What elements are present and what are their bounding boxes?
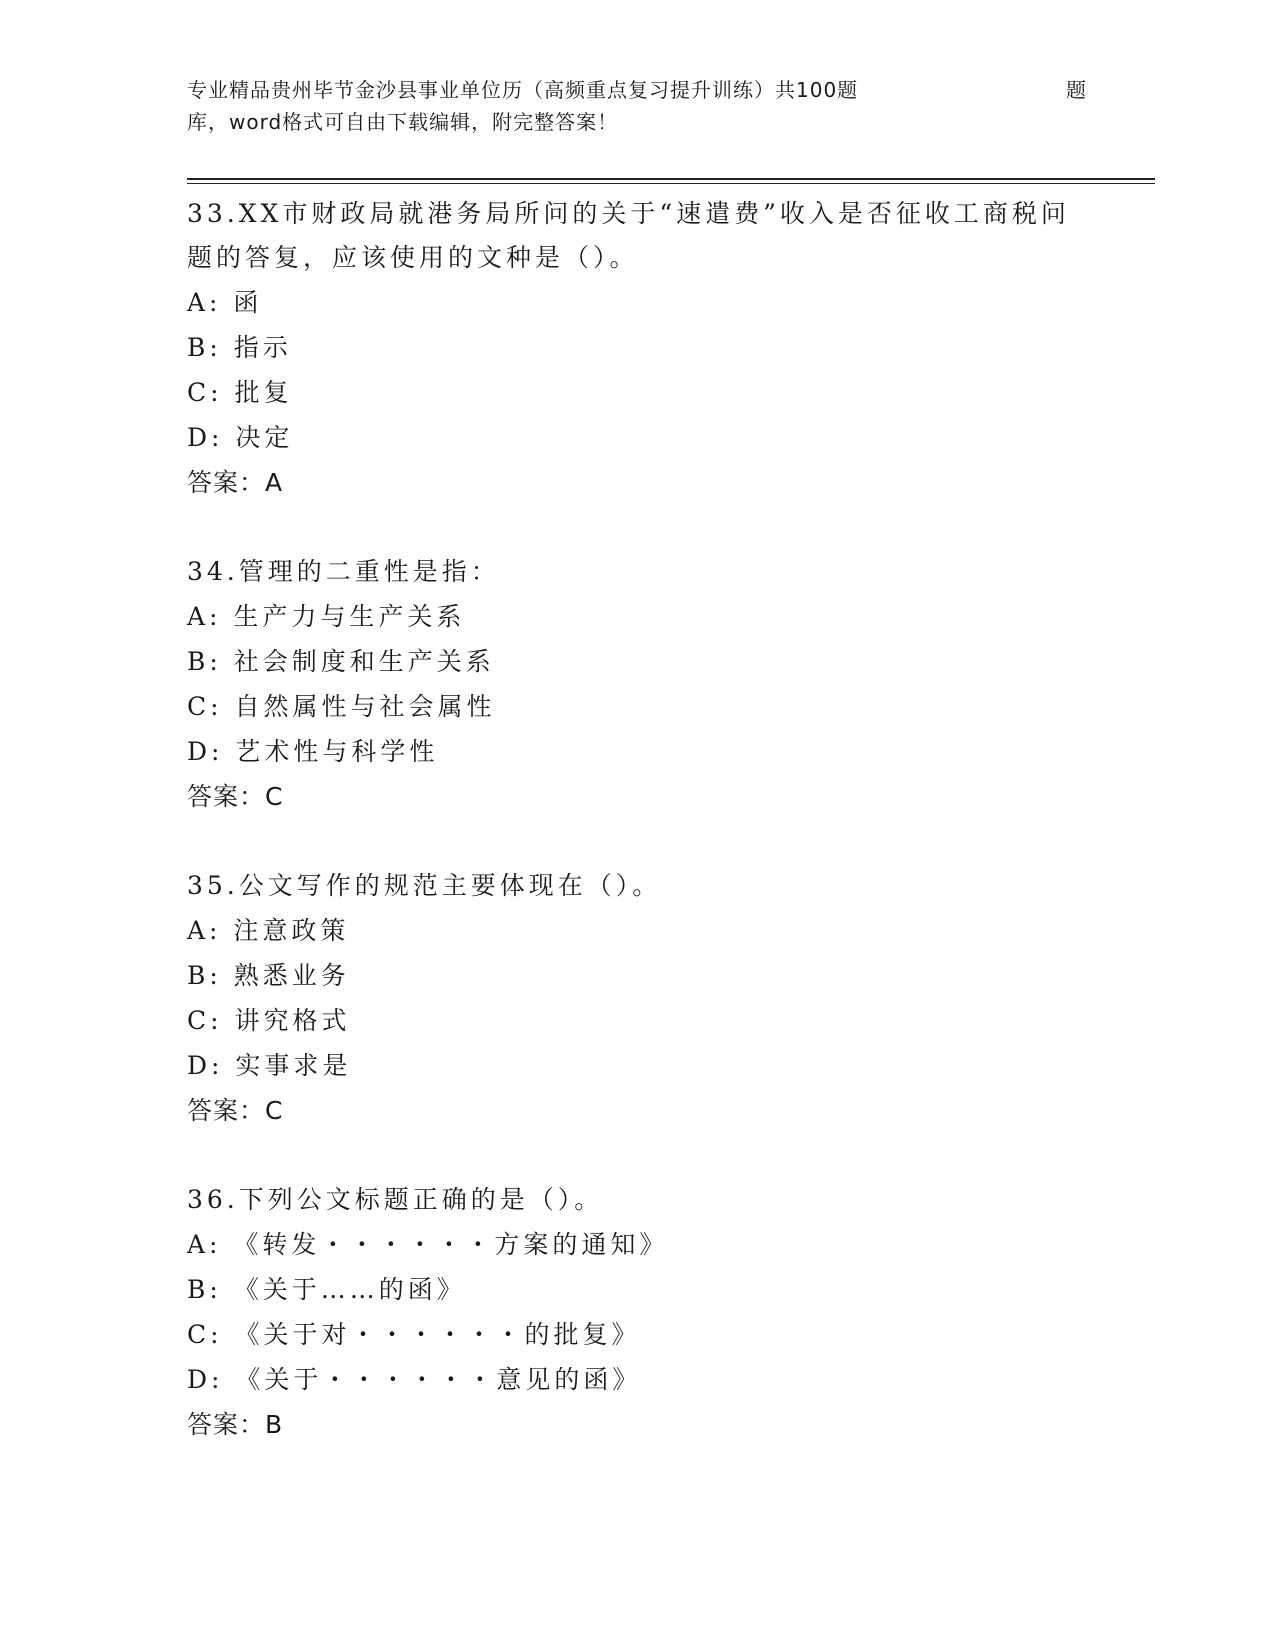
- option-d: D: 艺术性与科学性: [187, 737, 439, 766]
- header-divider-thick: [187, 178, 1155, 180]
- option-b: B: 《关于……的函》: [187, 1275, 466, 1304]
- answer-line: 答案：C: [187, 782, 284, 811]
- question-33: [187, 192, 1087, 505]
- question-36: [187, 1178, 1087, 1447]
- header-title-tail: 题: [1066, 78, 1087, 102]
- option-a: A: 生产力与生产关系: [187, 602, 466, 631]
- option-d: D: 《关于・・・・・・意见的函》: [187, 1365, 642, 1394]
- header-divider-thin: [187, 183, 1155, 184]
- answer-line: 答案：B: [187, 1410, 284, 1439]
- option-c: C: 自然属性与社会属性: [187, 692, 496, 721]
- header-line-1: [187, 74, 1087, 106]
- document-header: [187, 74, 1087, 138]
- question-35: [187, 864, 1087, 1133]
- question-stem: 35.公文写作的规范主要体现在（）。: [187, 871, 662, 900]
- option-a: A: 注意政策: [187, 916, 350, 945]
- question-stem: [187, 192, 1087, 280]
- question-stem: 34.管理的二重性是指：: [187, 557, 500, 586]
- header-title: 专业精品贵州毕节金沙县事业单位历（高频重点复习提升训练）共100题: [187, 78, 859, 102]
- option-b: B: 社会制度和生产关系: [187, 647, 495, 676]
- question-stem: 36.下列公文标题正确的是（）。: [187, 1185, 604, 1214]
- option-c: C: 批复: [187, 378, 293, 407]
- option-b: B: 熟悉业务: [187, 961, 350, 990]
- question-34: [187, 550, 1087, 819]
- header-line-2: 库，word格式可自由下载编辑，附完整答案！: [187, 110, 619, 134]
- question-stem-line-1: 33.XX市财政局就港务局所问的关于“速遣费”收入是否征收工商税问: [187, 199, 1070, 228]
- answer-line: 答案：C: [187, 1096, 284, 1125]
- option-a: A: 函: [187, 288, 263, 317]
- question-stem-line-2: 题的答复，应该使用的文种是（）。: [187, 243, 639, 272]
- option-c: C: 讲究格式: [187, 1006, 351, 1035]
- option-b: B: 指示: [187, 333, 292, 362]
- question-list: [187, 192, 1087, 1492]
- option-c: C: 《关于对・・・・・・的批复》: [187, 1320, 641, 1349]
- option-a: A: 《转发・・・・・・方案的通知》: [187, 1230, 669, 1259]
- option-d: D: 决定: [187, 423, 294, 452]
- option-d: D: 实事求是: [187, 1051, 352, 1080]
- answer-line: 答案：A: [187, 468, 284, 497]
